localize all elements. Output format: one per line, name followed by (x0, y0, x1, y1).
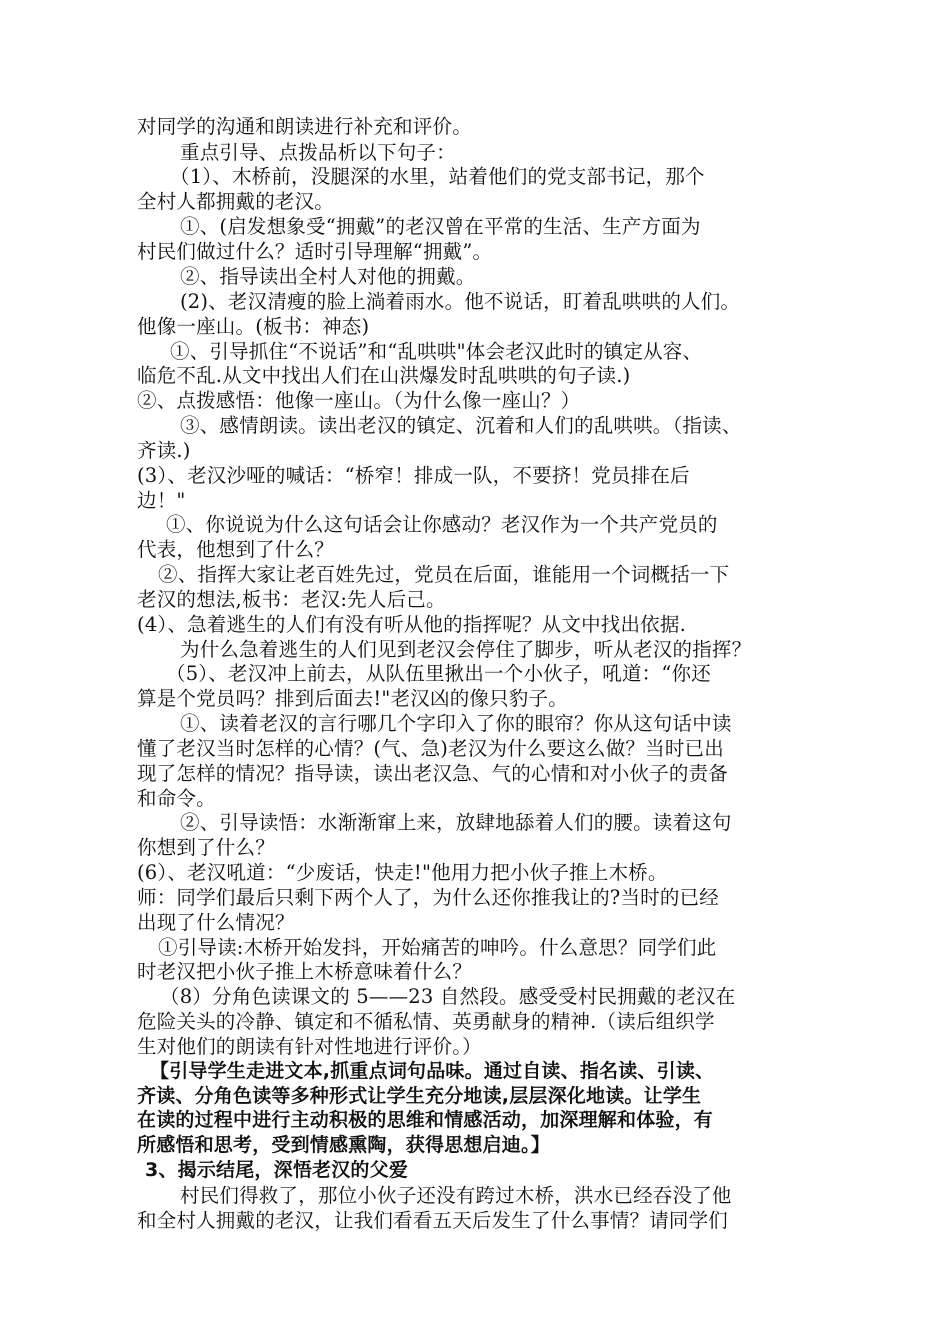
text-line: ①、(启发想象受“拥戴”的老汉曾在平常的生活、生产方面为 (180, 215, 701, 238)
text-line: ①、你说说为什么这句话会让你感动？老汉作为一个共产党员的 (166, 513, 718, 536)
text-line: 师：同学们最后只剩下两个人了，为什么还你推我让的?当时的已经 (137, 886, 719, 909)
text-line: ②、指挥大家让老百姓先过，党员在后面，谁能用一个词概括一下 (158, 563, 730, 586)
text-line: （8）分角色读课文的 5——23 自然段。感受受村民拥戴的老汉在 (160, 985, 736, 1008)
text-line: 老汉的想法,板书：老汉:先人后己。 (137, 588, 446, 611)
text-line: (2)、老汉清瘦的脸上淌着雨水。他不说话，盯着乱哄哄的人们。 (180, 290, 741, 313)
text-line: ③、感情朗读。读出老汉的镇定、沉着和人们的乱哄哄。（指读、 (180, 414, 742, 437)
text-line: 为什么急着逃生的人们见到老汉会停住了脚步，听从老汉的指挥？ (180, 638, 752, 661)
bold-summary-line: 所感悟和思考，受到情感熏陶，获得思想启迪。】 (137, 1134, 550, 1156)
text-line: 村民们做过什么？适时引导理解“拥戴”。 (137, 240, 493, 263)
text-line: 村民们得救了，那位小伙子还没有跨过木桥，洪水已经吞没了他 (180, 1184, 732, 1207)
text-line: 危险关头的冷静、镇定和不循私情、英勇献身的精神.（读后组织学 (137, 1010, 715, 1033)
text-line: 和命令。 (137, 787, 216, 810)
text-line: 代表，他想到了什么？ (137, 538, 335, 561)
text-line: ①、引导抓住“不说话”和“乱哄哄"体会老汉此时的镇定从容、 (170, 340, 703, 363)
text-line: 时老汉把小伙子推上木桥意味着什么？ (137, 960, 472, 983)
text-line: (4）、急着逃生的人们有没有听从他的指挥呢？从文中找出依据. (137, 613, 686, 636)
text-line: ②、点拨感悟：他像一座山。（为什么像一座山？） (137, 389, 581, 412)
section-heading: 3、揭示结尾，深悟老汉的父爱 (145, 1159, 409, 1181)
text-line: 全村人都拥戴的老汉。 (137, 190, 335, 213)
text-line: 对同学的沟通和朗读进行补充和评价。 (137, 115, 472, 138)
text-line: ②、指导读出全村人对他的拥戴。 (180, 265, 476, 288)
text-line: ②、引导读悟：水渐渐窜上来，放肆地舔着人们的腰。读着这句 (180, 811, 732, 834)
text-line: 临危不乱.从文中找出人们在山洪爆发时乱哄哄的句子读.) (137, 364, 631, 387)
text-line: 重点引导、点拨品析以下句子： (180, 141, 456, 164)
text-line: 他像一座山。(板书：神态) (137, 315, 370, 338)
text-line: 现了怎样的情况？指导读，读出老汉急、气的心情和对小伙子的责备 (137, 762, 729, 785)
text-line: 齐读.) (137, 439, 191, 462)
text-line: (6）、老汉吼道：“少废话，快走!"他用力把小伙子推上木桥。 (137, 861, 668, 884)
text-line: 生对他们的朗读有针对性地进行评价。） (137, 1035, 482, 1058)
text-line: 懂了老汉当时怎样的心情？(气、急)老汉为什么要这么做？当时已出 (137, 737, 724, 760)
text-line: 和全村人拥戴的老汉，让我们看看五天后发生了什么事情？请同学们 (137, 1209, 729, 1232)
bold-summary-line: 在读的过程中进行主动积极的思维和情感活动，加深理解和体验，有 (137, 1109, 714, 1131)
text-line: （5）、老汉冲上前去，从队伍里揪出一个小伙子，吼道：“你还 (166, 662, 711, 685)
bold-summary-line: 齐读、分角色读等多种形式让学生充分地读,层层深化地读。让学生 (137, 1085, 702, 1107)
text-line: (3）、老汉沙哑的喊话：“桥窄！排成一队，不要挤！党员排在后 (137, 464, 690, 487)
text-line: 你想到了什么？ (137, 836, 275, 859)
text-line: ①引导读:木桥开始发抖，开始痛苦的呻吟。什么意思？同学们此 (158, 936, 717, 959)
text-line: ①、读着老汉的言行哪几个字印入了你的眼帘？你从这句话中读 (180, 712, 732, 735)
text-line: 算是个党员吗？排到后面去!"老汉凶的像只豹子。 (137, 687, 568, 710)
text-line: 边！" (137, 489, 186, 512)
bold-summary-line: 【引导学生走进文本,抓重点词句品味。通过自读、指名读、引读、 (150, 1060, 715, 1082)
text-line: （1）、木桥前，没腿深的水里，站着他们的党支部书记，那个 (170, 165, 705, 188)
text-line: 出现了什么情况？ (137, 911, 295, 934)
